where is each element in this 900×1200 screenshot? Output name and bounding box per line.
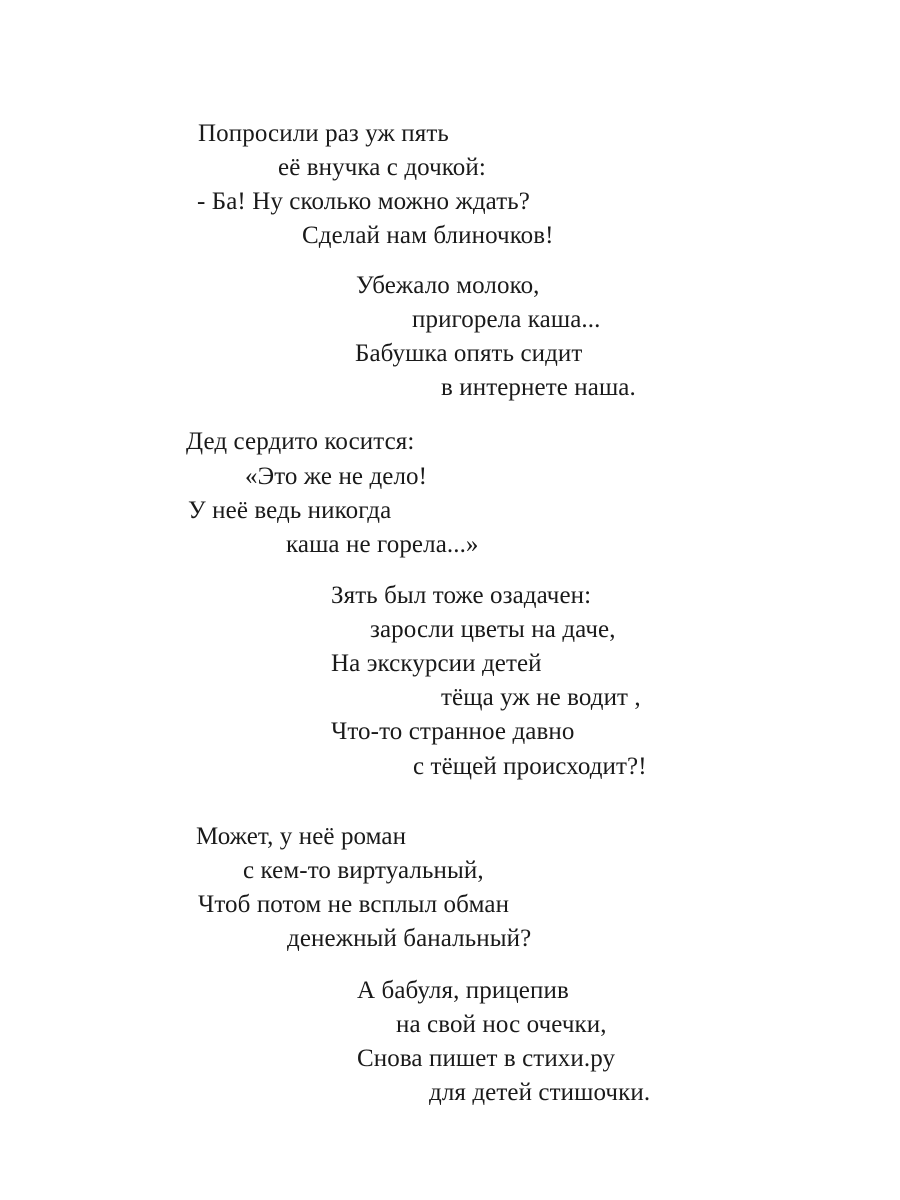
poem-line: Зять был тоже озадачен: [331, 582, 592, 609]
poem-line: заросли цветы на даче, [370, 616, 616, 643]
poem-line: Может, у неё роман [196, 823, 407, 850]
poem-line: для детей стишочки. [429, 1079, 651, 1106]
poem-line: Чтоб потом не всплыл обман [198, 891, 510, 918]
poem-line: - Ба! Ну сколько можно ждать? [197, 188, 530, 215]
poem-line: «Это же не дело! [245, 463, 428, 490]
poem-line: её внучка с дочкой: [278, 154, 486, 181]
poem-line: денежный банальный? [287, 925, 532, 952]
poem-line: в интернете наша. [441, 374, 636, 401]
poem-line: Попросили раз уж пять [198, 120, 449, 147]
poem-line: Сделай нам блиночков! [302, 222, 554, 249]
poem-line: На экскурсии детей [331, 650, 542, 677]
poem-line: Убежало молоко, [356, 272, 540, 299]
poem-line: на свой нос очечки, [396, 1011, 607, 1038]
poem-line: У неё ведь никогда [188, 497, 392, 524]
poem-line: Дед сердито косится: [186, 428, 415, 455]
poem-line: А бабуля, прицепив [357, 977, 569, 1004]
poem-line: каша не горела...» [286, 531, 479, 558]
poem-line: Снова пишет в стихи.ру [357, 1045, 616, 1072]
poem-line: Что-то странное давно [331, 718, 575, 745]
poem-line: с кем-то виртуальный, [243, 857, 484, 884]
poem-line: пригорела каша... [412, 306, 601, 333]
poem-line: с тёщей происходит?! [413, 753, 647, 780]
poem-line: тёща уж не водит , [441, 684, 641, 711]
poem-line: Бабушка опять сидит [355, 340, 583, 367]
